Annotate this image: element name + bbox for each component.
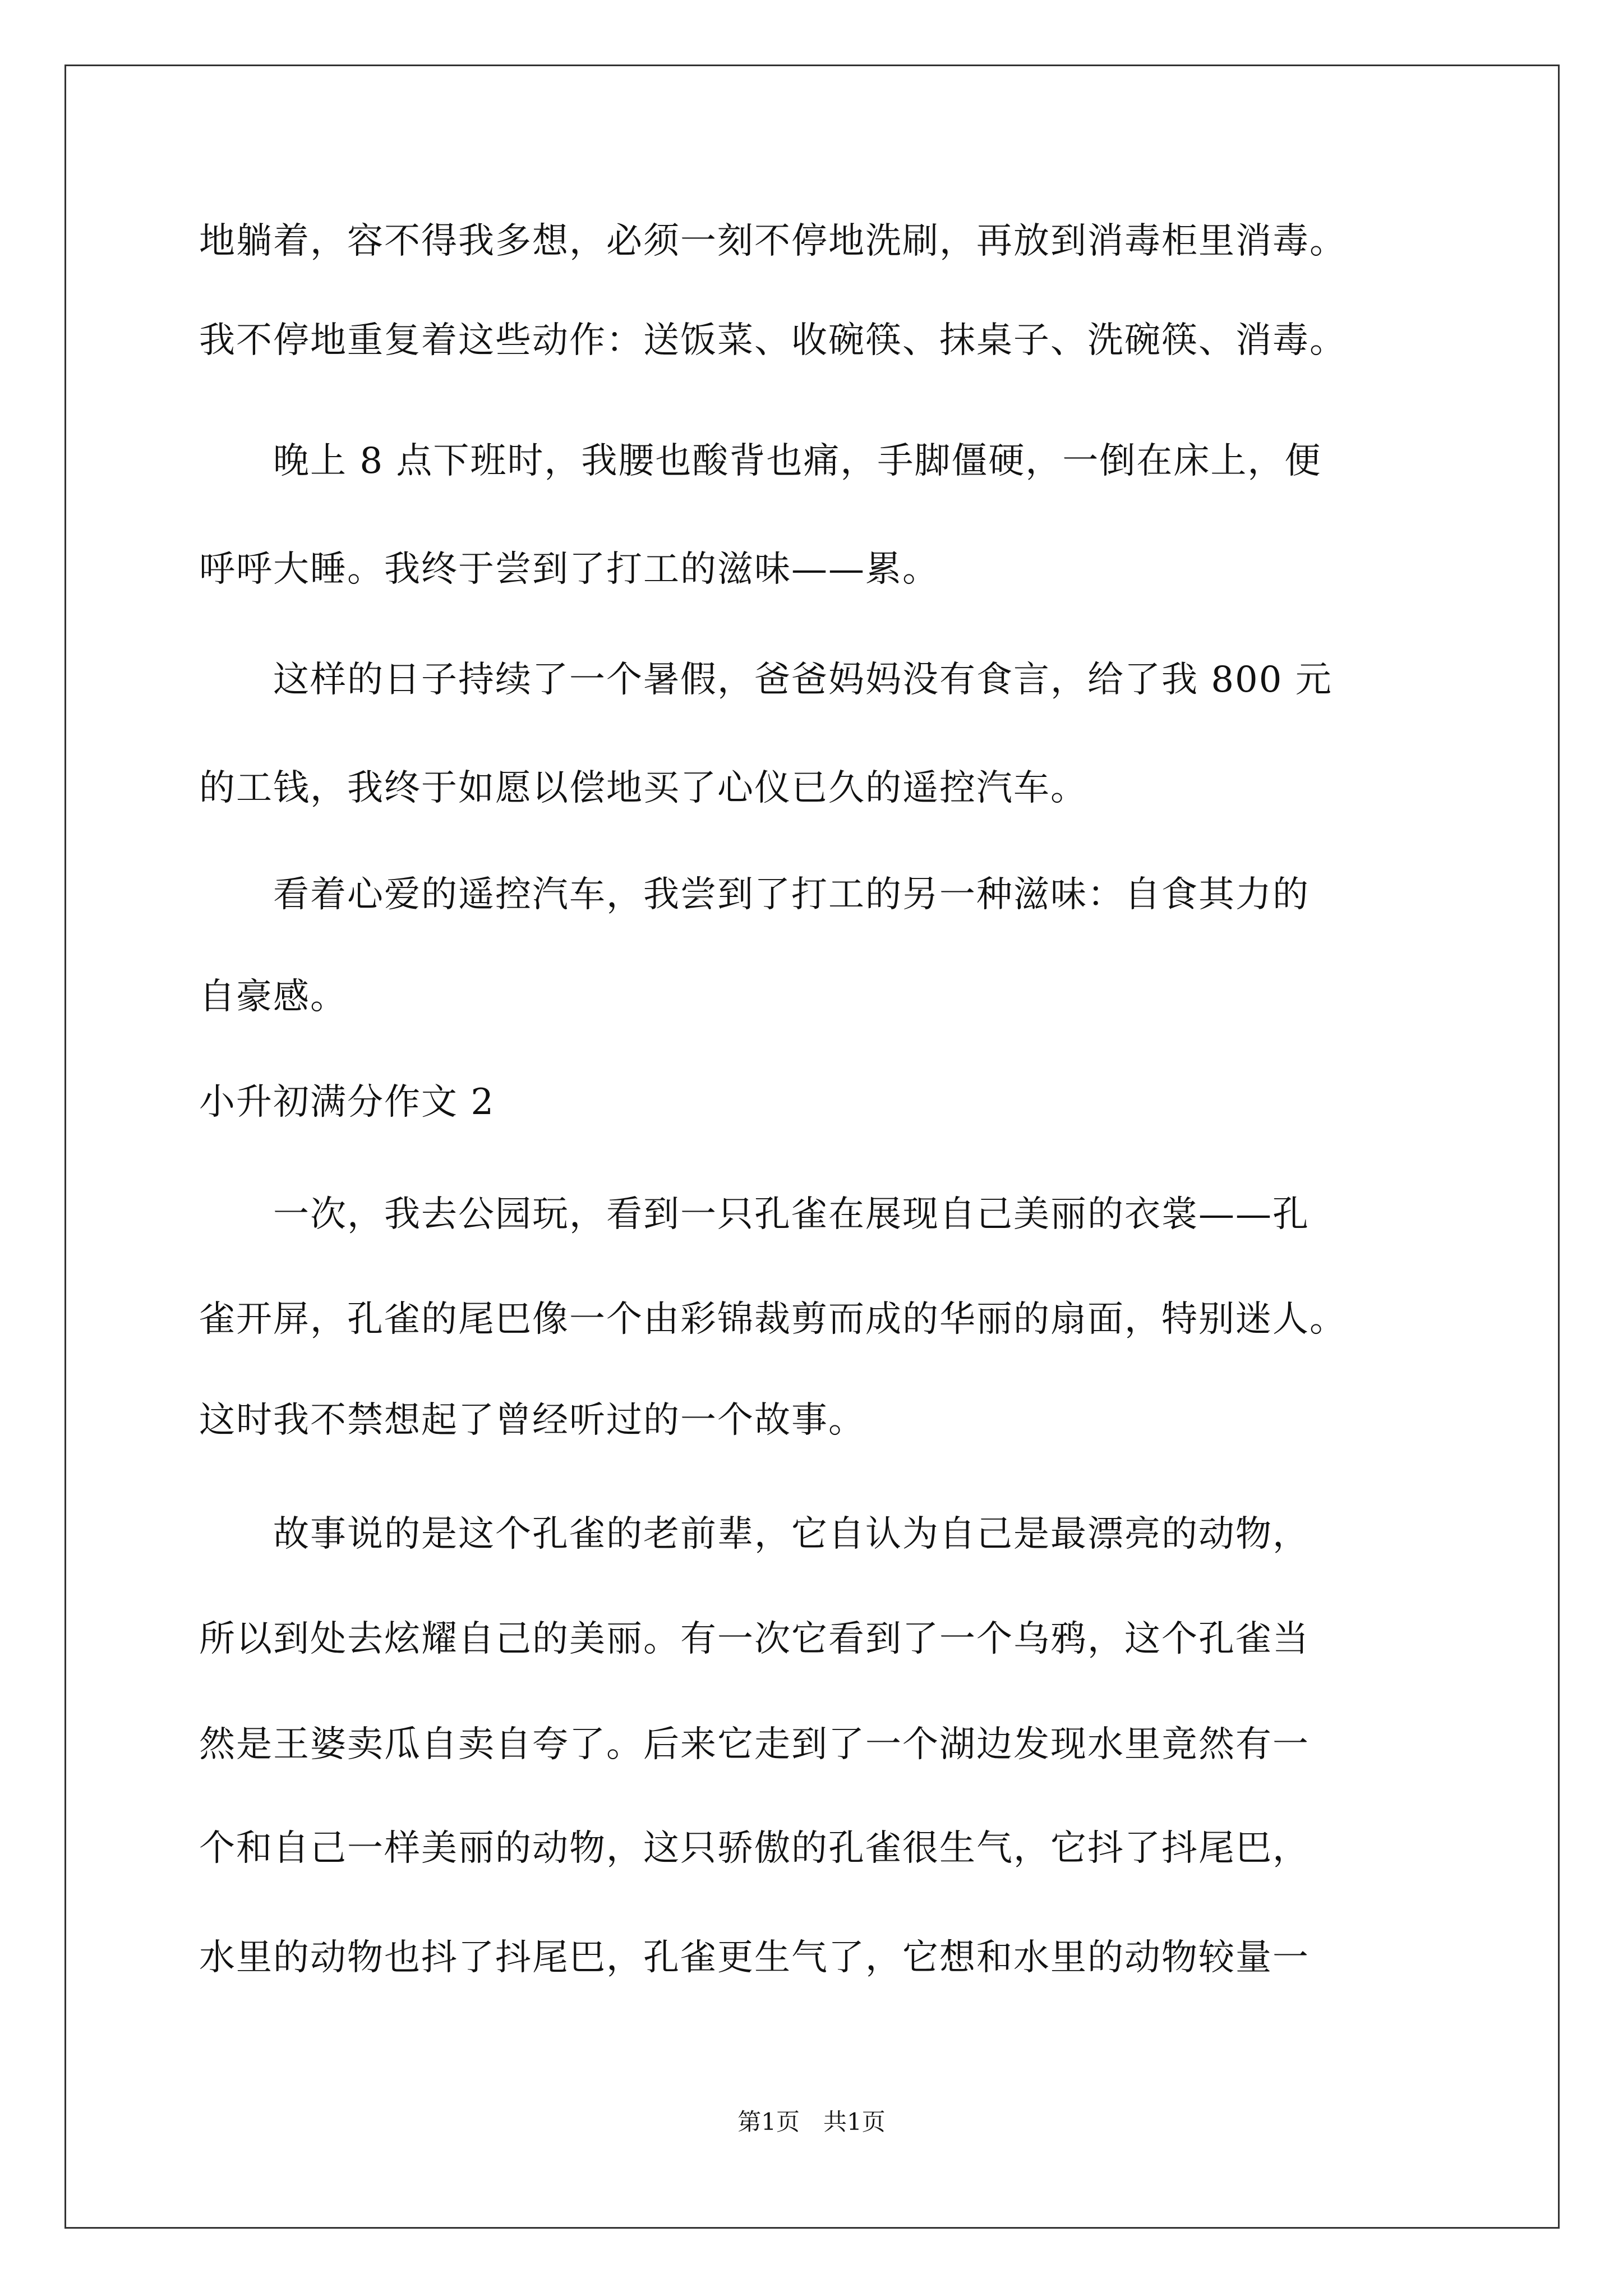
text-line: 一次，我去公园玩，看到一只孔雀在展现自己美丽的衣裳——孔 — [199, 1194, 1310, 1235]
text-line: 个和自己一样美丽的动物，这只骄傲的孔雀很生气，它抖了抖尾巴， — [199, 1828, 1310, 1869]
text-line: 的工钱，我终于如愿以偿地买了心仪已久的遥控汽车。 — [199, 767, 1087, 809]
text-line: 我不停地重复着这些动作：送饭菜、收碗筷、抹桌子、洗碗筷、消毒。 — [199, 320, 1347, 361]
text-line: 看着心爱的遥控汽车，我尝到了打工的另一种滋味：自食其力的 — [199, 874, 1310, 915]
page-border — [64, 65, 1560, 2229]
text-line: 这样的日子持续了一个暑假，爸爸妈妈没有食言，给了我 800 元 — [199, 659, 1332, 701]
text-line: 然是王婆卖瓜自卖自夸了。后来它走到了一个湖边发现水里竟然有一 — [199, 1724, 1310, 1765]
text-line: 晚上 8 点下班时，我腰也酸背也痛，手脚僵硬，一倒在床上，便 — [199, 440, 1322, 482]
page-footer: 第1页 共1页 — [737, 2108, 886, 2136]
text-line: 这时我不禁想起了曾经听过的一个故事。 — [199, 1400, 865, 1441]
section-heading: 小升初满分作文 2 — [199, 1082, 495, 1123]
text-line: 水里的动物也抖了抖尾巴，孔雀更生气了，它想和水里的动物较量一 — [199, 1937, 1310, 1978]
text-line: 故事说的是这个孔雀的老前辈，它自认为自己是最漂亮的动物， — [199, 1513, 1310, 1555]
text-line: 呼呼大睡。我终于尝到了打工的滋味——累。 — [199, 549, 939, 590]
text-line: 所以到处去炫耀自己的美丽。有一次它看到了一个乌鸦，这个孔雀当 — [199, 1618, 1310, 1660]
text-line: 雀开屏，孔雀的尾巴像一个由彩锦裁剪而成的华丽的扇面，特别迷人。 — [199, 1299, 1347, 1340]
text-line: 地躺着，容不得我多想，必须一刻不停地洗刷，再放到消毒柜里消毒。 — [199, 220, 1347, 262]
text-line: 自豪感。 — [199, 976, 347, 1018]
